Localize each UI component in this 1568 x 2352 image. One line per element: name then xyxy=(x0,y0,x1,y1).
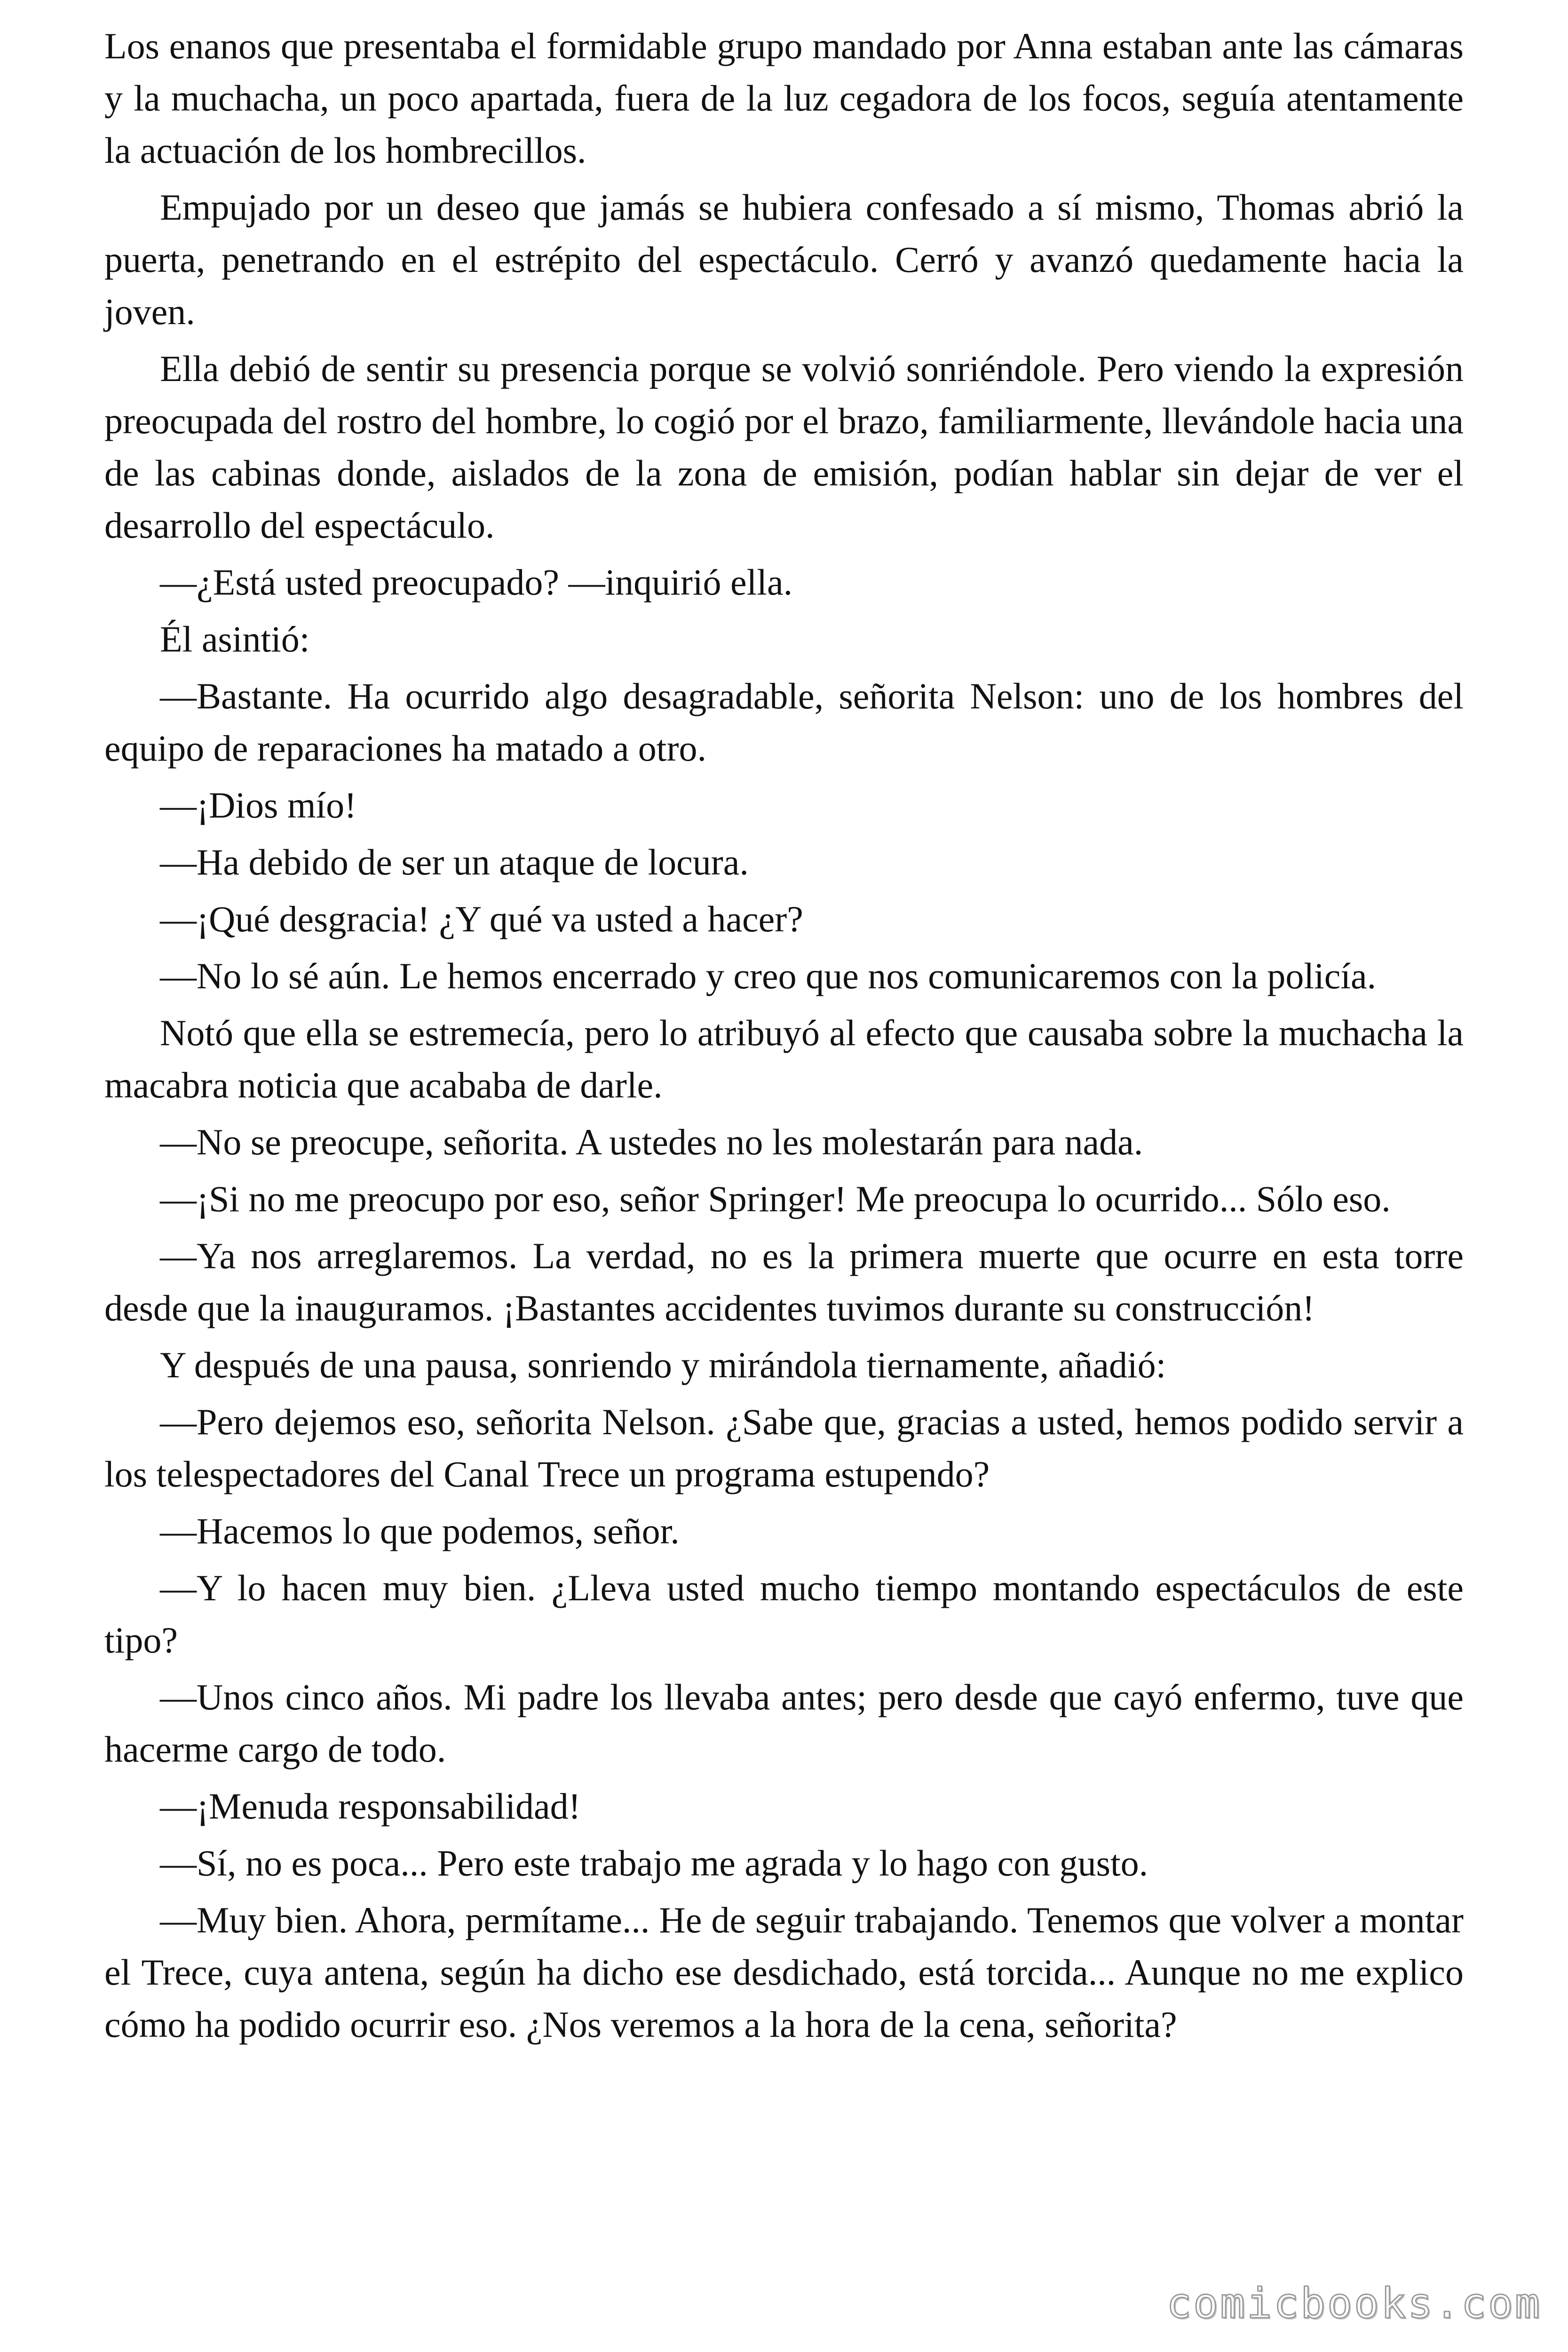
dialogue-line: —¡Menuda responsabilidad! xyxy=(160,1786,581,1827)
dialogue-line: —Unos cinco años. Mi padre los llevaba antes; pero desde que cayó enfermo, tuve que hacerme cargo de todo. xyxy=(104,1677,1464,1770)
page-text xyxy=(104,20,1464,2055)
dialogue-line: —Pero dejemos eso, señorita Nelson. ¿Sabe que, gracias a usted, hemos podido servir a los telespectadores del Canal Trece un programa estupendo? xyxy=(104,1401,1464,1494)
dialogue-line: —Hacemos lo que podemos, señor. xyxy=(160,1510,680,1551)
dialogue-line: —¡Dios mío! xyxy=(160,785,357,826)
dialogue-line: —¿Está usted preocupado? —inquirió ella. xyxy=(160,562,793,603)
watermark: comicbooks.com xyxy=(1166,2279,1542,2328)
dialogue-line: —Y lo hacen muy bien. ¿Lleva usted mucho tiempo montando espectáculos de este tipo? xyxy=(104,1567,1464,1661)
dialogue-line: —No lo sé aún. Le hemos encerrado y creo que nos comunicaremos con la policía. xyxy=(160,955,1377,996)
paragraph: Empujado por un deseo que jamás se hubiera confesado a sí mismo, Thomas abrió la puerta, penetrando en el estrépito del espectáculo. Cerró y avanzó quedamente hacia la joven. xyxy=(104,187,1464,332)
dialogue-line: —No se preocupe, señorita. A ustedes no les molestarán para nada. xyxy=(160,1121,1143,1162)
paragraph: Los enanos que presentaba el formidable grupo mandado por Anna estaban ante las cámaras y la muchacha, un poco apartada, fuera de la luz cegadora de los focos, seguía atentamente la actuación de los hombrecillos. xyxy=(104,25,1464,171)
dialogue-line: —Ha debido de ser un ataque de locura. xyxy=(160,842,749,882)
dialogue-line: —Muy bien. Ahora, permítame... He de seguir trabajando. Tenemos que volver a montar el Trece, cuya antena, según ha dicho ese desdichado, está torcida... Aunque no me explico cómo ha podido ocurrir eso. ¿Nos veremos a la hora de la cena, señorita? xyxy=(104,1899,1464,2045)
dialogue-line: —Ya nos arreglaremos. La verdad, no es la primera muerte que ocurre en esta torre desde que la inauguramos. ¡Bastantes accidentes tuvimos durante su construcción! xyxy=(104,1235,1464,1328)
dialogue-line: —¡Si no me preocupo por eso, señor Springer! Me preocupa lo ocurrido... Sólo eso. xyxy=(160,1178,1391,1219)
dialogue-line: —Sí, no es poca... Pero este trabajo me agrada y lo hago con gusto. xyxy=(160,1843,1148,1883)
paragraph: Él asintió: xyxy=(160,619,310,660)
dialogue-line: —Bastante. Ha ocurrido algo desagradable, señorita Nelson: uno de los hombres del equipo de reparaciones ha matado a otro. xyxy=(104,675,1464,769)
paragraph: Notó que ella se estremecía, pero lo atribuyó al efecto que causaba sobre la muchacha la macabra noticia que acababa de darle. xyxy=(104,1012,1464,1105)
paragraph: Ella debió de sentir su presencia porque se volvió sonriéndole. Pero viendo la expresión preocupada del rostro del hombre, lo cogió por el brazo, familiarmente, llevándole hacia una de las cabinas donde, aislados de la zona de emisión, podían hablar sin dejar de ver el desarrollo del espectáculo. xyxy=(104,348,1464,546)
paragraph: Y después de una pausa, sonriendo y mirándola tiernamente, añadió: xyxy=(160,1344,1166,1385)
dialogue-line: —¡Qué desgracia! ¿Y qué va usted a hacer? xyxy=(160,898,803,939)
